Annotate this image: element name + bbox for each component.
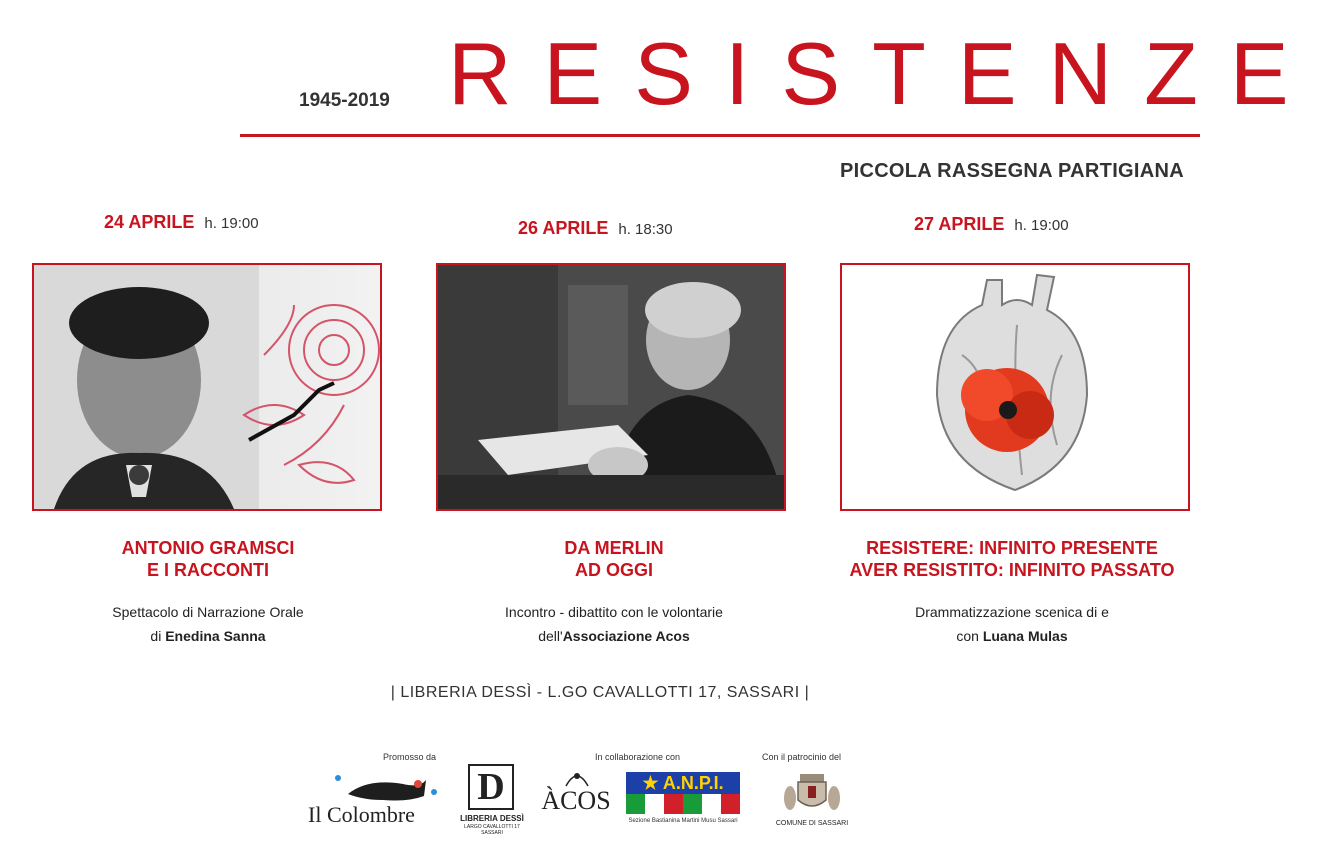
libreria-dessi-logo bbox=[456, 764, 528, 836]
il-colombre-logo bbox=[308, 772, 446, 832]
title-divider bbox=[240, 134, 1200, 137]
event-desc-line1: Spettacolo di Narrazione Orale bbox=[112, 604, 304, 620]
event-title-line2: AD OGGI bbox=[574, 560, 653, 580]
anpi-section: Sezione Bastianina Martini Musu Sassari bbox=[628, 818, 738, 824]
event-title bbox=[434, 537, 794, 581]
event-description bbox=[434, 600, 794, 648]
event-date-label: 27 APRILE bbox=[914, 214, 1005, 234]
event-photo-heart bbox=[840, 263, 1190, 511]
libreria-address: LARGO CAVALLOTTI 17 SASSARI bbox=[464, 824, 520, 836]
il-colombre-name: Il Colombre bbox=[308, 802, 415, 827]
event-desc-line1: Incontro - dibattito con le volontarie bbox=[505, 604, 723, 620]
anpi-logo bbox=[626, 772, 740, 832]
collaboration-label: In collaborazione con bbox=[595, 752, 681, 762]
event-title-line2: AVER RESISTITO: INFINITO PASSATO bbox=[849, 560, 1175, 580]
heart-illustration bbox=[842, 265, 1188, 509]
event-title-line1: ANTONIO GRAMSCI bbox=[121, 538, 295, 558]
event-desc-line1: Drammatizzazione scenica di e bbox=[915, 604, 1109, 620]
event-title-line1: RESISTERE: INFINITO PRESENTE bbox=[866, 538, 1158, 558]
event-organization: Associazione Acos bbox=[562, 628, 690, 644]
event-date bbox=[518, 218, 673, 239]
acos-name: ÀCOS bbox=[541, 786, 611, 815]
promoted-by-label: Promosso da bbox=[383, 752, 437, 762]
event-description bbox=[832, 600, 1192, 648]
event-desc-prefix: di bbox=[150, 628, 166, 644]
fish-icon bbox=[308, 772, 446, 806]
event-title-line1: DA MERLIN bbox=[564, 538, 664, 558]
anpi-banner bbox=[626, 772, 740, 794]
venue-address: | LIBRERIA DESSÌ - L.GO CAVALLOTTI 17, SASSARI | bbox=[390, 684, 810, 701]
comune-sassari-logo bbox=[770, 772, 854, 832]
portrait-illustration bbox=[438, 265, 784, 509]
page-title: RESISTENZE bbox=[448, 24, 1321, 123]
event-title-line2: E I RACCONTI bbox=[146, 560, 269, 580]
event-performer: Luana Mulas bbox=[982, 628, 1068, 644]
event-description bbox=[28, 600, 388, 648]
event-date-label: 24 APRILE bbox=[104, 212, 195, 232]
page-subtitle: PICCOLA RASSEGNA PARTIGIANA bbox=[839, 160, 1184, 182]
coat-of-arms-icon bbox=[782, 772, 842, 816]
event-photo-gramsci bbox=[32, 263, 382, 511]
portrait-illustration bbox=[34, 265, 380, 509]
event-performer: Enedina Sanna bbox=[165, 628, 266, 644]
event-title bbox=[812, 537, 1212, 581]
acos-logo bbox=[536, 770, 616, 832]
letter-d-icon: D bbox=[468, 764, 514, 810]
comune-name: COMUNE DI SASSARI bbox=[775, 820, 849, 827]
event-hour: h. 19:00 bbox=[1014, 217, 1069, 234]
event-hour: h. 18:30 bbox=[618, 221, 673, 238]
years-label: 1945-2019 bbox=[299, 90, 390, 111]
event-date bbox=[104, 212, 259, 233]
event-desc-prefix: dell' bbox=[538, 628, 563, 644]
event-date-label: 26 APRILE bbox=[518, 218, 609, 238]
event-hour: h. 19:00 bbox=[204, 215, 259, 232]
event-title bbox=[28, 537, 388, 581]
event-photo-merlin bbox=[436, 263, 786, 511]
italian-flag-stripes bbox=[626, 794, 740, 814]
patronage-label: Con il patrocinio del bbox=[762, 752, 842, 762]
libreria-name: LIBRERIA DESSÌ bbox=[460, 814, 524, 823]
event-date bbox=[914, 214, 1069, 235]
anpi-name: A.N.P.I. bbox=[662, 773, 724, 793]
event-desc-prefix: con bbox=[956, 628, 983, 644]
star-icon: ★ bbox=[642, 773, 659, 793]
